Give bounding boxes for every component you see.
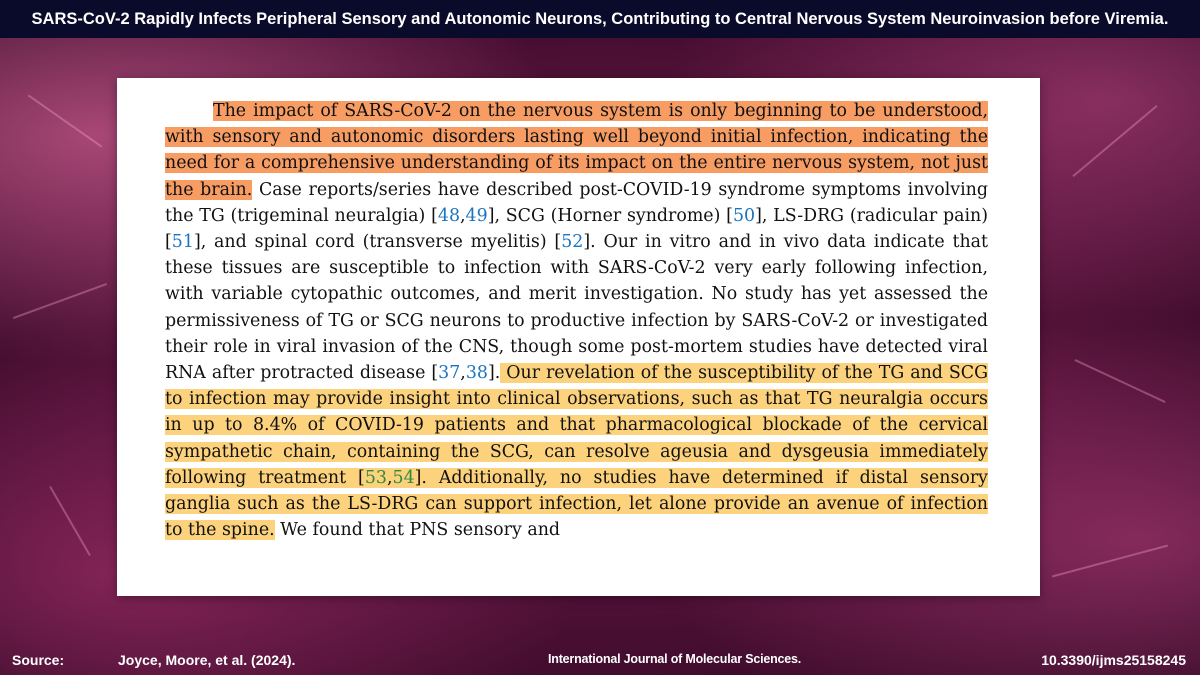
body-text: We found that PNS sensory and [274, 520, 561, 541]
background-fiber [1052, 545, 1168, 578]
body-text: ], SCG (Horner syndrome) [ [487, 205, 733, 226]
highlighted-text-orange: The impact of SARS-CoV-2 on the nervous system is only beginning to be understood, with sensory and autonomic disorders lasting well beyond initial infection, indicating the need for a comprehensive understanding of its impact on the entire nervous system, not just the brain. [165, 101, 988, 200]
highlighted-text-yellow: , [386, 467, 393, 488]
background-fiber [28, 94, 103, 147]
citation-link[interactable]: 48 [437, 205, 461, 226]
body-text: Case reports/series have described post-COVID-19 syndrome symptoms involving the TG (trigeminal neuralgia) [ [165, 179, 988, 226]
body-text: , [460, 205, 466, 226]
source-footer [0, 648, 1200, 675]
source-journal: International Journal of Molecular Sciences. [548, 652, 802, 666]
body-text: ], LS-DRG (radicular pain) [ [165, 205, 988, 253]
body-text: , [460, 363, 466, 384]
banner-title: SARS-CoV-2 Rapidly Infects Peripheral Sensory and Autonomic Neurons, Contributing to Central Nervous System Neuroinvasion before Viremia. [31, 9, 1169, 28]
source-doi: 10.3390/ijms25158245 [1041, 652, 1186, 668]
citation-link[interactable]: 49 [465, 205, 488, 226]
background-fiber [13, 283, 108, 319]
body-text: ]. [487, 363, 501, 384]
background-fiber [49, 486, 91, 556]
citation-link[interactable]: 52 [561, 232, 584, 253]
body-text: ], and spinal cord (transverse myelitis) [ [193, 232, 562, 253]
title-banner [0, 0, 1200, 38]
highlighted-text-yellow: Our revelation of the susceptibility of the TG and SCG to infection may provide insight into clinical observations, such as that TG neuralgia occurs in up to 8.4% of COVID-19 patients and that pharmacological blockade of the cervical sympathetic chain, containing the SCG, can resolve ageusia and dysgeusia immediately following treatment [ [165, 363, 988, 488]
body-text: ]. Our in vitro and in vivo data indicate that these tissues are susceptible to infection with SARS-CoV-2 very early following infection, with variable cytopathic outcomes, and merit investigation. No study has yet assessed the permissiveness of TG or SCG neurons to productive infection by SARS-CoV-2 or investigated their role in viral invasion of the CNS, though some post-mortem studies have detected viral RNA after protracted disease [ [165, 232, 988, 384]
excerpt-paragraph [165, 98, 988, 543]
citation-link[interactable]: 38 [465, 363, 488, 384]
source-label: Source: [12, 652, 65, 668]
citation-link[interactable]: 53 [364, 467, 387, 488]
background-fiber [1072, 105, 1158, 177]
highlighted-text-yellow: ]. Additionally, no studies have determined if distal sensory ganglia such as the LS-DRG can support infection, let alone provide an avenue of infection to the spine. [165, 467, 988, 541]
source-authors: Joyce, Moore, et al. (2024). [118, 652, 296, 668]
citation-link[interactable]: 54 [392, 467, 415, 488]
background-fiber [1074, 359, 1165, 403]
citation-link[interactable]: 51 [171, 232, 194, 253]
paper-excerpt-card [117, 78, 1040, 596]
citation-link[interactable]: 50 [732, 205, 756, 226]
citation-link[interactable]: 37 [438, 363, 461, 384]
